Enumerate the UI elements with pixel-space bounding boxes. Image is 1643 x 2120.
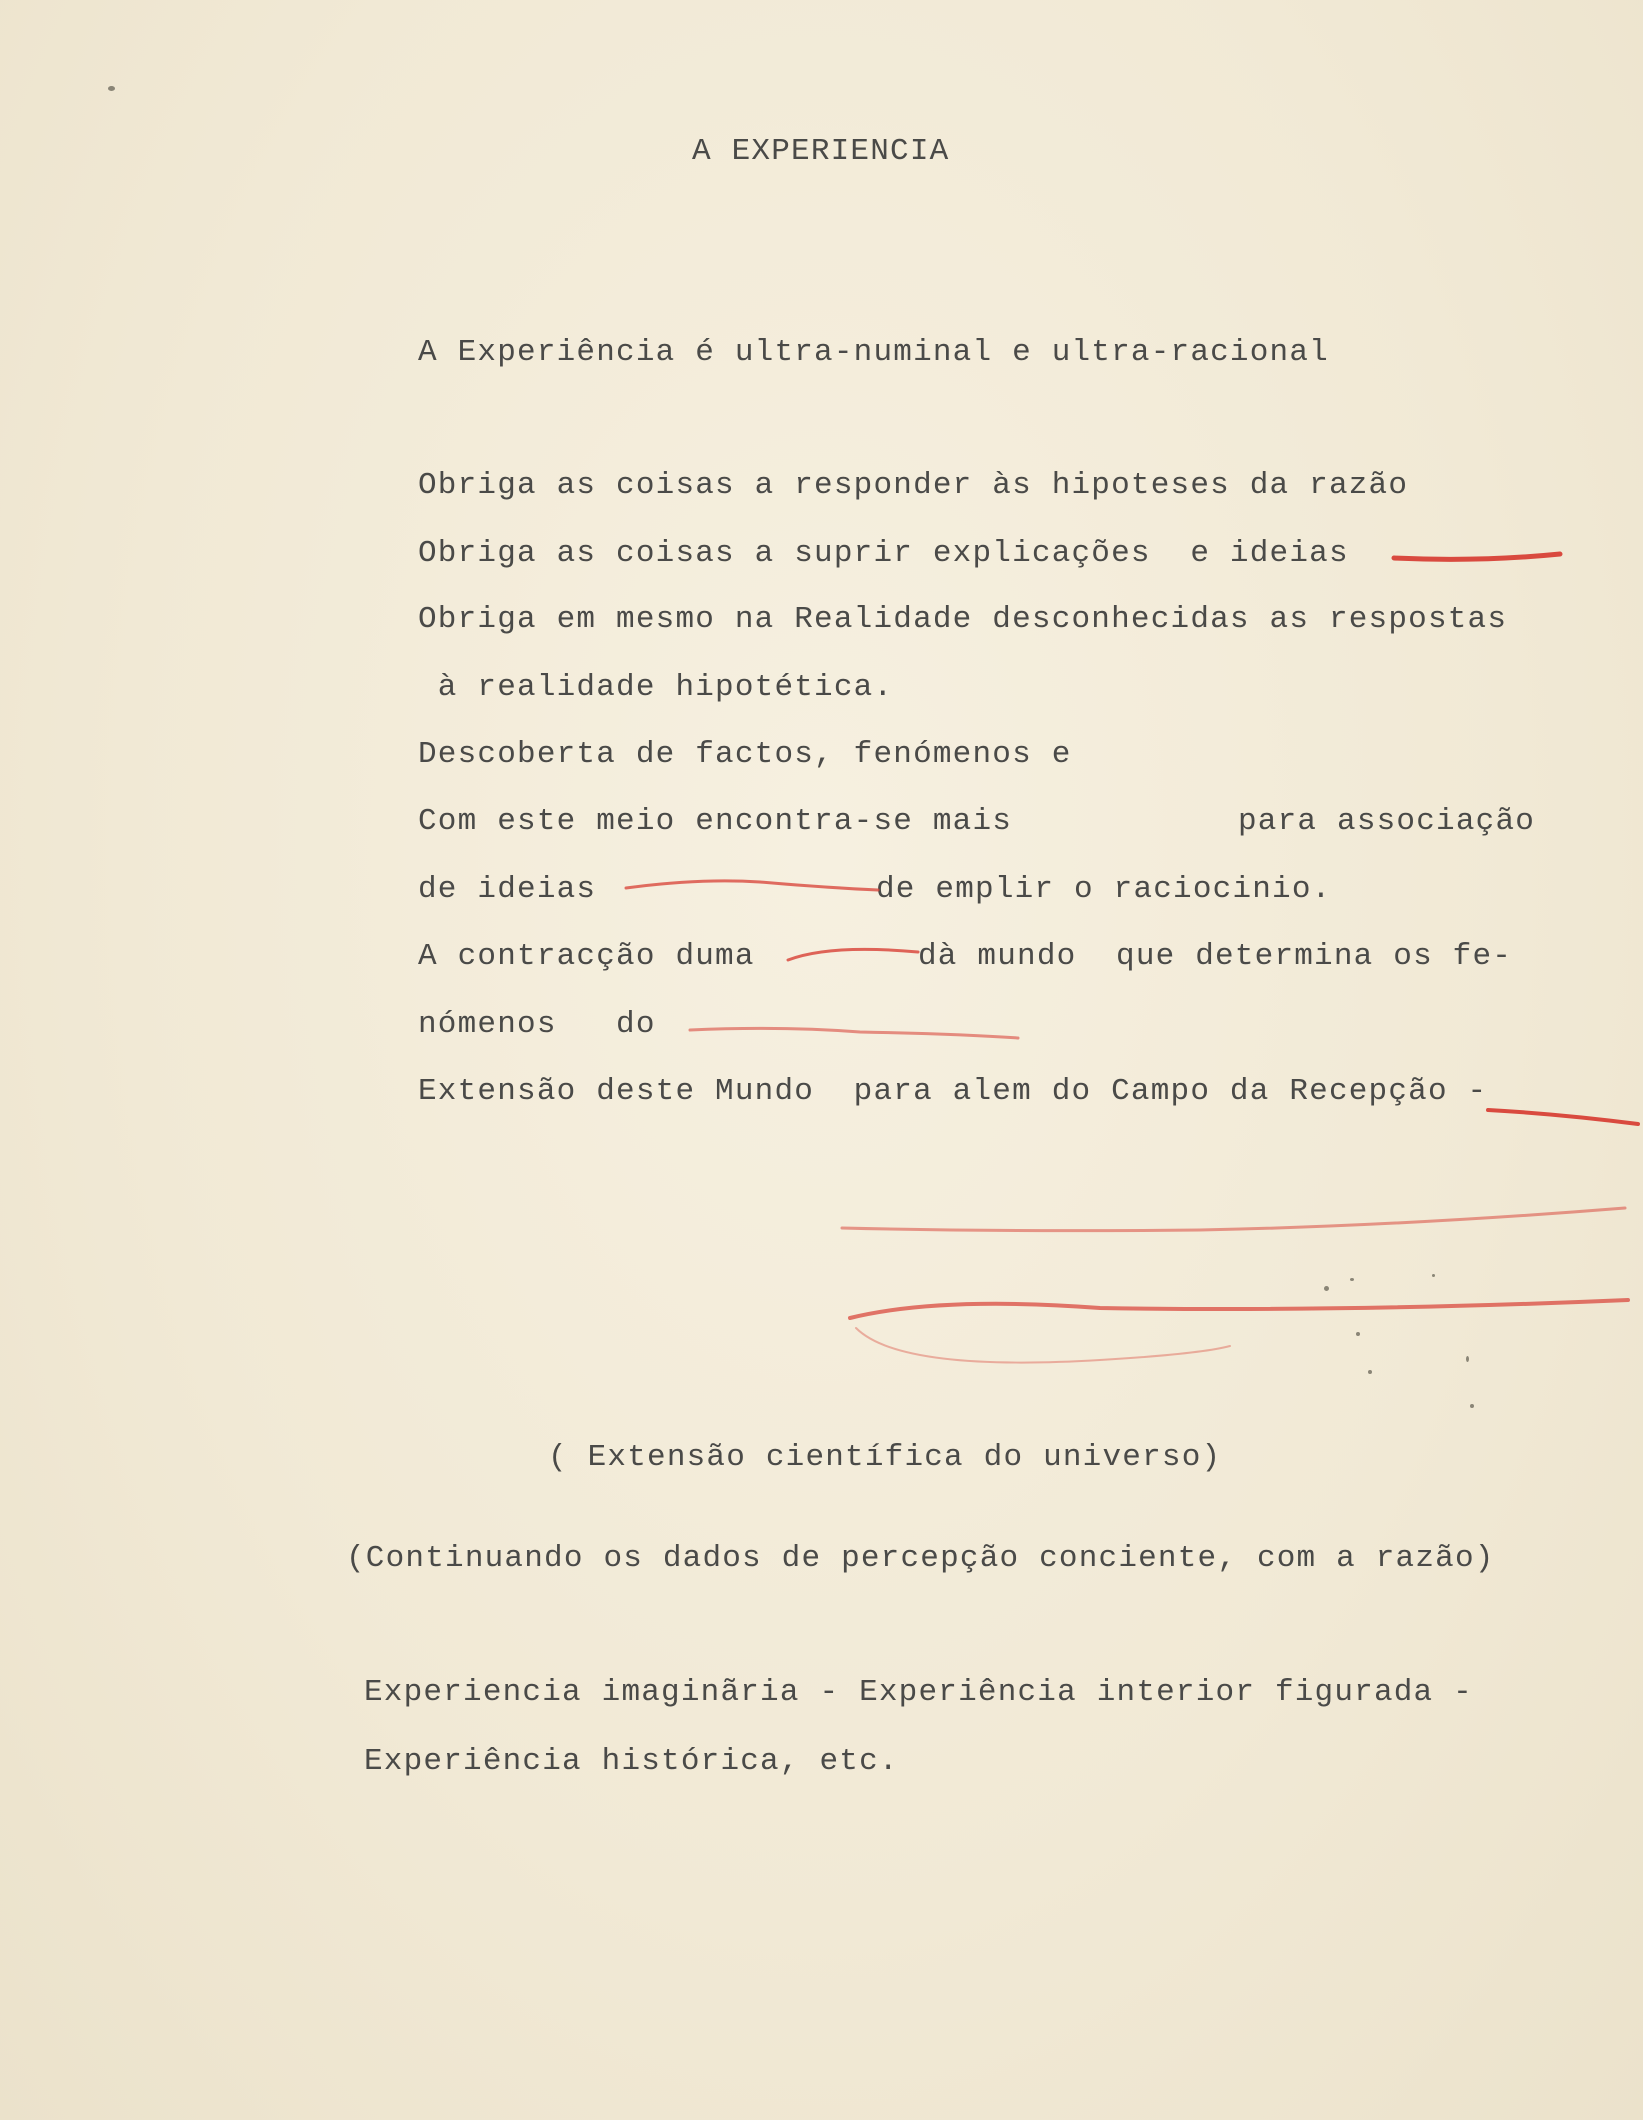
- ink-speck: [1356, 1332, 1360, 1336]
- text-line: Obriga em mesmo na Realidade desconhecidas as respostas: [418, 602, 1508, 637]
- text-line: Com este meio encontra-se mais: [418, 804, 1013, 839]
- red-pencil-stroke: [690, 1028, 1018, 1038]
- red-pencil-stroke: [1488, 1110, 1638, 1124]
- ink-speck: [1368, 1370, 1372, 1374]
- red-pencil-stroke: [1394, 554, 1560, 559]
- closing-line: Experiencia imaginãria - Experiência interior figurada -: [364, 1675, 1473, 1710]
- closing-line: Experiência histórica, etc.: [364, 1744, 899, 1779]
- text-line: A contracção duma: [418, 939, 755, 974]
- red-pencil-stroke: [842, 1208, 1625, 1231]
- text-line: para associação: [1238, 804, 1536, 839]
- section-note: (Continuando os dados de percepção conciente, com a razão): [346, 1541, 1495, 1576]
- ink-speck: [1324, 1286, 1329, 1291]
- ink-speck: [1350, 1278, 1354, 1281]
- text-line: Obriga as coisas a responder às hipoteses da razão: [418, 468, 1409, 503]
- text-line: à realidade hipotética.: [418, 670, 894, 705]
- text-line: de emplir o raciocinio.: [876, 872, 1332, 907]
- text-line: nómenos do: [418, 1007, 656, 1042]
- ink-speck: [1432, 1274, 1435, 1277]
- text-line: Extensão deste Mundo para alem do Campo da Recepção -: [418, 1074, 1488, 1109]
- red-pencil-stroke: [850, 1300, 1628, 1318]
- red-pencil-stroke: [788, 949, 918, 960]
- text-line: Obriga as coisas a suprir explicações e ideias: [418, 536, 1349, 571]
- section-label: ( Extensão científica do universo): [548, 1440, 1222, 1475]
- document-title: A EXPERIENCIA: [692, 134, 950, 169]
- red-pencil-stroke: [856, 1328, 1230, 1363]
- ink-speck: [1470, 1404, 1474, 1408]
- subtitle-line: A Experiência é ultra-numinal e ultra-racional: [418, 335, 1329, 370]
- ink-speck: [108, 86, 115, 91]
- red-pencil-stroke: [626, 881, 878, 890]
- text-line: Descoberta de factos, fenómenos e: [418, 737, 1072, 772]
- text-line: de ideias: [418, 872, 597, 907]
- ink-speck: [1466, 1356, 1469, 1362]
- text-line: dà mundo que determina os fe-: [918, 939, 1513, 974]
